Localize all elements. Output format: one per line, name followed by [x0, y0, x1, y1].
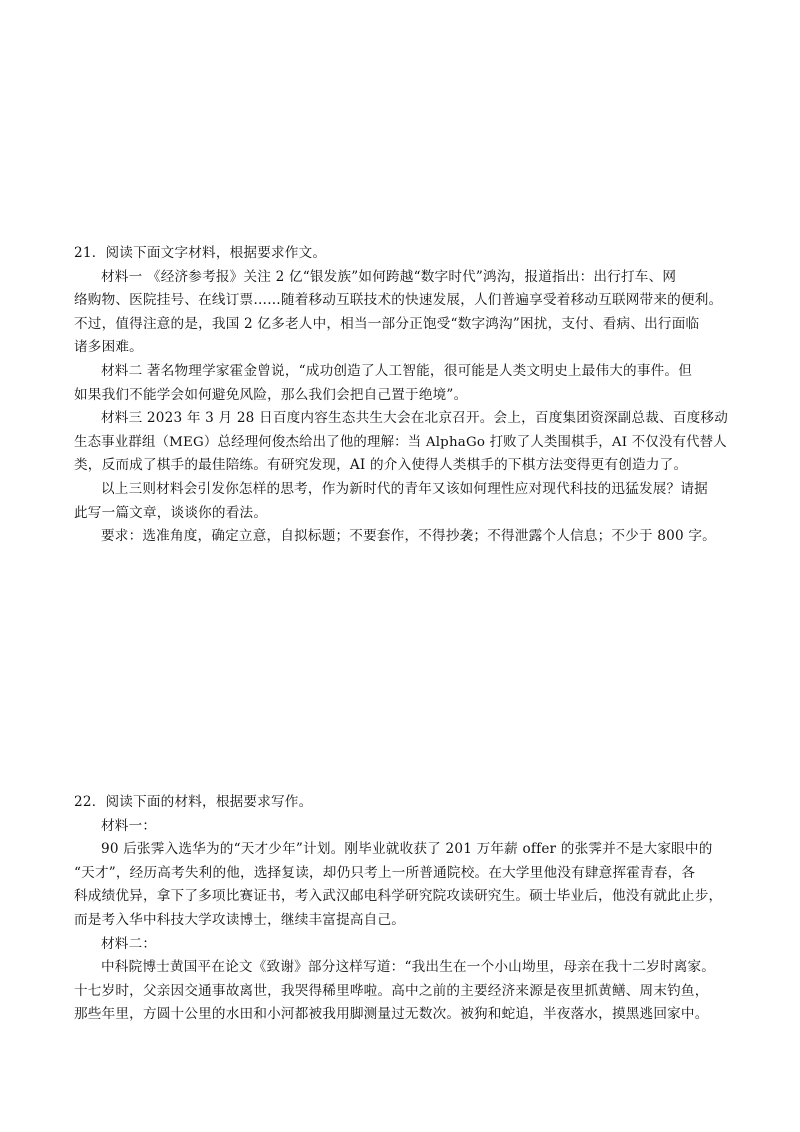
q21-line-8: 生态事业群组（MEG）总经理何俊杰给出了他的理解：当 AlphaGo 打败了人类围棋手，AI 不仅没有代替人: [74, 434, 727, 450]
q21-line-11: 此写一篇文章，谈谈你的看法。: [74, 504, 268, 521]
q22-material-2-label: 材料二：: [101, 935, 157, 952]
question-21: [74, 242, 734, 549]
q22-line-2: 90 后张霁入选华为的“天才少年”计划。刚毕业就收获了 201 万年薪 offer 的张霁并不是大家眼中的: [101, 841, 713, 858]
q21-line-7: 材料三 2023 年 3 月 28 日百度内容生态共生大会在北京召开。会上，百度集团资深副总裁、百度移动: [101, 410, 729, 427]
question-22-title: 22．阅读下面的材料，根据要求写作。: [74, 794, 313, 810]
q21-line-2: 络购物、医院挂号、在线订票……随着移动互联技术的快速发展，人们普遍享受着移动互联网带来的便利。: [74, 292, 723, 309]
q22-material-1-label: 材料一：: [101, 817, 157, 834]
q22-line-3: “天才”，经历高考失利的他，选择复读，却仍只考上一所普通院校。在大学里他没有肆意挥霍青春，各: [74, 864, 696, 881]
q21-line-5: 材料二 著名物理学家霍金曾说，“成功创造了人工智能，很可能是人类文明史上最伟大的事件。但: [101, 362, 693, 379]
q21-line-10: 以上三则材料会引发你怎样的思考，作为新时代的青年又该如何理性应对现代科技的迅猛发展？请据: [101, 480, 708, 497]
q22-line-9: 那些年里，方圆十公里的水田和小河都被我用脚测量过无数次。被狗和蛇追，半夜落水，摸黑逃回家中。: [74, 1006, 709, 1023]
q22-line-8: 十七岁时，父亲因交通事故离世，我哭得稀里哗啦。高中之前的主要经济来源是夜里抓黄鳝、周末钓鱼，: [74, 982, 709, 999]
question-21-title: 21．阅读下面文字材料，根据要求作文。: [74, 245, 327, 261]
q21-line-9: 类，反而成了棋手的最佳陪练。有研究发现，AI 的介入使得人类棋手的下棋方法变得更有创造力了。: [74, 457, 688, 474]
q21-requirements: 要求：选准角度，确定立意，自拟标题；不要套作，不得抄袭；不得泄露个人信息；不少于 800 字。: [101, 528, 716, 545]
question-22: [74, 791, 734, 1027]
q21-line-6: 如果我们不能学会如何避免风险，那么我们会把自己置于绝境”。: [74, 386, 468, 403]
q22-line-5: 而是考入华中科技大学攻读博士，继续丰富提高自己。: [74, 911, 406, 928]
q22-line-4: 科成绩优异，拿下了多项比赛证书，考入武汉邮电科学研究院攻读研究生。硕士毕业后，他没有就此止步，: [74, 888, 723, 905]
q22-line-7: 中科院博士黄国平在论文《致谢》部分这样写道：“我出生在一个小山坳里，母亲在我十二岁时离家。: [101, 959, 716, 976]
q21-line-3: 不过，值得注意的是，我国 2 亿多老人中，相当一部分正饱受“数字鸿沟”困扰，支付、看病、出行面临: [74, 315, 700, 332]
q21-line-4: 诸多困难。: [74, 339, 143, 356]
q21-line-1: 材料一 《经济参考报》关注 2 亿“银发族”如何跨越“数字时代”鸿沟，报道指出：出行打车、网: [101, 268, 677, 285]
